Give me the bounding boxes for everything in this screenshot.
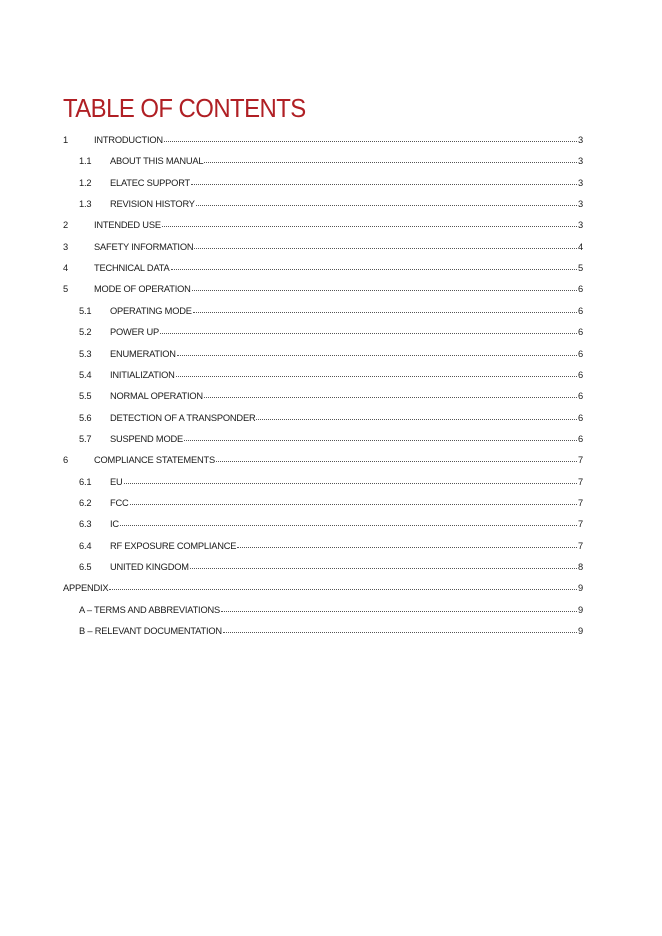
toc-entry-label[interactable]: INTRODUCTION — [94, 135, 163, 145]
toc-entry-label[interactable]: SUSPEND MODE — [110, 433, 184, 444]
toc-entry-label[interactable]: REVISION HISTORY — [110, 199, 195, 210]
toc-entry[interactable] — [0, 517, 662, 531]
toc-entry-number: 5.6 — [79, 412, 92, 423]
toc-entry[interactable] — [0, 432, 662, 446]
toc-entry-label[interactable]: ELATEC SUPPORT — [110, 177, 191, 188]
toc-entry-number: 3 — [63, 241, 68, 252]
toc-entry-line — [110, 176, 583, 190]
dot-leader — [194, 247, 577, 249]
toc-entry[interactable] — [0, 624, 662, 638]
toc-entry-line — [79, 603, 583, 617]
dot-leader — [171, 268, 577, 270]
toc-entry-page: 3 — [578, 156, 583, 167]
toc-entry[interactable] — [0, 325, 662, 339]
toc-entry-line — [94, 453, 583, 467]
dot-leader — [160, 332, 577, 334]
toc-entry-number: 6.1 — [79, 476, 92, 487]
toc-entry[interactable] — [0, 240, 662, 254]
toc-entry-number: 6.4 — [79, 540, 92, 551]
toc-entry-line — [110, 432, 583, 446]
dot-leader — [204, 396, 577, 398]
toc-entry-number: 5.4 — [79, 369, 92, 380]
dot-leader — [256, 418, 577, 420]
dot-leader — [216, 460, 577, 462]
toc-entry-page: 9 — [578, 604, 583, 615]
toc-entry-page: 4 — [578, 241, 583, 252]
toc-entry-line — [94, 133, 583, 147]
toc-title: TABLE OF CONTENTS — [63, 93, 306, 123]
toc-entry[interactable] — [0, 197, 662, 211]
toc-entry-label[interactable]: IC — [110, 519, 119, 530]
toc-entry-page: 3 — [578, 199, 583, 210]
toc-entry-label[interactable]: TECHNICAL DATA — [94, 263, 170, 274]
toc-entry-number: 6.5 — [79, 562, 92, 572]
toc-entry-line — [79, 624, 583, 638]
toc-entry[interactable] — [0, 176, 662, 190]
toc-entry-label[interactable]: NORMAL OPERATION — [110, 391, 203, 402]
toc-entry[interactable] — [0, 475, 662, 489]
dot-leader — [177, 354, 577, 356]
toc-entry-number: 1.2 — [79, 177, 92, 188]
toc-entry-line — [110, 347, 583, 361]
toc-entry-page: 3 — [578, 177, 583, 188]
toc-entry[interactable] — [0, 560, 662, 574]
toc-entry-page: 7 — [578, 540, 583, 551]
toc-entry-line — [94, 261, 583, 275]
toc-entry[interactable] — [0, 581, 662, 595]
dot-leader — [204, 161, 577, 163]
toc-entry-label[interactable]: COMPLIANCE STATEMENTS — [94, 455, 215, 466]
toc-entry-label[interactable]: APPENDIX — [63, 583, 109, 594]
dot-leader — [192, 289, 577, 291]
dot-leader — [124, 482, 578, 484]
toc-entry[interactable] — [0, 154, 662, 168]
toc-entry-number: 5.2 — [79, 327, 92, 338]
toc-entry-number: 5.7 — [79, 433, 92, 444]
toc-entry-label[interactable]: B – RELEVANT DOCUMENTATION — [79, 626, 222, 637]
toc-entry-line — [110, 539, 583, 553]
dot-leader — [164, 140, 577, 142]
toc-entry-label[interactable]: ENUMERATION — [110, 348, 176, 359]
toc-entry-number: 5 — [63, 284, 68, 295]
toc-entry[interactable] — [0, 261, 662, 275]
toc-entry-line — [110, 560, 583, 574]
toc-entry[interactable] — [0, 603, 662, 617]
toc-entry-line — [110, 411, 583, 425]
toc-entry-label[interactable]: SAFETY INFORMATION — [94, 241, 194, 252]
toc-entry-line — [110, 325, 583, 339]
toc-entry-page: 6 — [578, 327, 583, 338]
toc-entry-line — [94, 218, 583, 232]
toc-entry-number: 1.1 — [79, 156, 92, 167]
dot-leader — [120, 524, 577, 526]
toc-entry-page: 8 — [578, 562, 583, 572]
dot-leader — [162, 225, 577, 227]
toc-entry-label[interactable]: INITIALIZATION — [110, 369, 175, 380]
toc-entry[interactable] — [0, 368, 662, 382]
toc-entry-line — [110, 496, 583, 510]
dot-leader — [196, 204, 577, 206]
toc-entry-page: 6 — [578, 284, 583, 295]
toc-entry-label[interactable]: A – TERMS AND ABBREVIATIONS — [79, 604, 220, 615]
toc-entry-label[interactable]: MODE OF OPERATION — [94, 284, 191, 295]
dot-leader — [176, 375, 577, 377]
toc-entry-label[interactable]: EU — [110, 476, 123, 487]
toc-entry-number: 5.5 — [79, 391, 92, 402]
toc-entry[interactable] — [0, 411, 662, 425]
toc-entry-number: 6.3 — [79, 519, 92, 530]
toc-entry-number: 5.3 — [79, 348, 92, 359]
toc-entry-line — [94, 282, 583, 296]
toc-entry-label[interactable]: DETECTION OF A TRANSPONDER — [110, 412, 256, 423]
toc-entry[interactable] — [0, 218, 662, 232]
dot-leader — [191, 183, 577, 185]
toc-entry-label[interactable]: ABOUT THIS MANUAL — [110, 156, 204, 167]
toc-entry-label[interactable]: RF EXPOSURE COMPLIANCE — [110, 540, 237, 551]
toc-entry[interactable] — [0, 539, 662, 553]
toc-entry-page: 5 — [578, 263, 583, 274]
toc-entry[interactable] — [0, 133, 662, 147]
toc-entry-line — [110, 197, 583, 211]
toc-entry-page: 3 — [578, 220, 583, 231]
toc-entry-page: 6 — [578, 391, 583, 402]
toc-entry-line — [110, 304, 583, 318]
dot-leader — [193, 311, 577, 313]
toc-entry-number: 2 — [63, 220, 68, 231]
dot-leader — [109, 588, 577, 590]
dot-leader — [237, 546, 577, 548]
toc-entry-line — [110, 475, 583, 489]
toc-entry-page: 6 — [578, 433, 583, 444]
toc-entry[interactable] — [0, 453, 662, 467]
dot-leader — [190, 567, 577, 569]
toc-entry-page: 7 — [578, 519, 583, 530]
toc-entry-page: 6 — [578, 369, 583, 380]
toc-entry-label[interactable]: FCC — [110, 497, 129, 508]
toc-entry-page: 7 — [578, 476, 583, 487]
dot-leader — [184, 439, 577, 441]
toc-entry-label[interactable]: UNITED KINGDOM — [110, 562, 189, 572]
toc-entry-page: 6 — [578, 348, 583, 359]
toc-entry-line — [63, 581, 583, 595]
toc-entry-number: 6.2 — [79, 497, 92, 508]
toc-entry-page: 6 — [578, 412, 583, 423]
toc-entry[interactable] — [0, 496, 662, 510]
toc-entry[interactable] — [0, 304, 662, 318]
dot-leader — [221, 610, 577, 612]
toc-entry-label[interactable]: INTENDED USE — [94, 220, 161, 231]
toc-entry-label[interactable]: POWER UP — [110, 327, 160, 338]
toc-entry-page: 9 — [578, 583, 583, 594]
toc-entry-line — [110, 517, 583, 531]
toc-entry-number: 1 — [63, 135, 68, 145]
toc-entry-label[interactable]: OPERATING MODE — [110, 305, 192, 316]
toc-entry-number: 5.1 — [79, 305, 92, 316]
toc-entry-number: 4 — [63, 263, 68, 274]
toc-entry-page: 7 — [578, 455, 583, 466]
dot-leader — [223, 631, 577, 633]
toc-entry-number: 6 — [63, 455, 68, 466]
toc-entry-number: 1.3 — [79, 199, 92, 210]
toc-entry[interactable] — [0, 282, 662, 296]
toc-entry-page: 3 — [578, 135, 583, 145]
toc-entry[interactable] — [0, 347, 662, 361]
toc-entry-line — [110, 154, 583, 168]
dot-leader — [130, 503, 578, 505]
toc-entry[interactable] — [0, 389, 662, 403]
toc-entry-line — [94, 240, 583, 254]
toc-entry-line — [110, 368, 583, 382]
toc-entry-page: 9 — [578, 626, 583, 637]
toc-entry-line — [110, 389, 583, 403]
toc-entry-page: 7 — [578, 497, 583, 508]
toc-entry-page: 6 — [578, 305, 583, 316]
